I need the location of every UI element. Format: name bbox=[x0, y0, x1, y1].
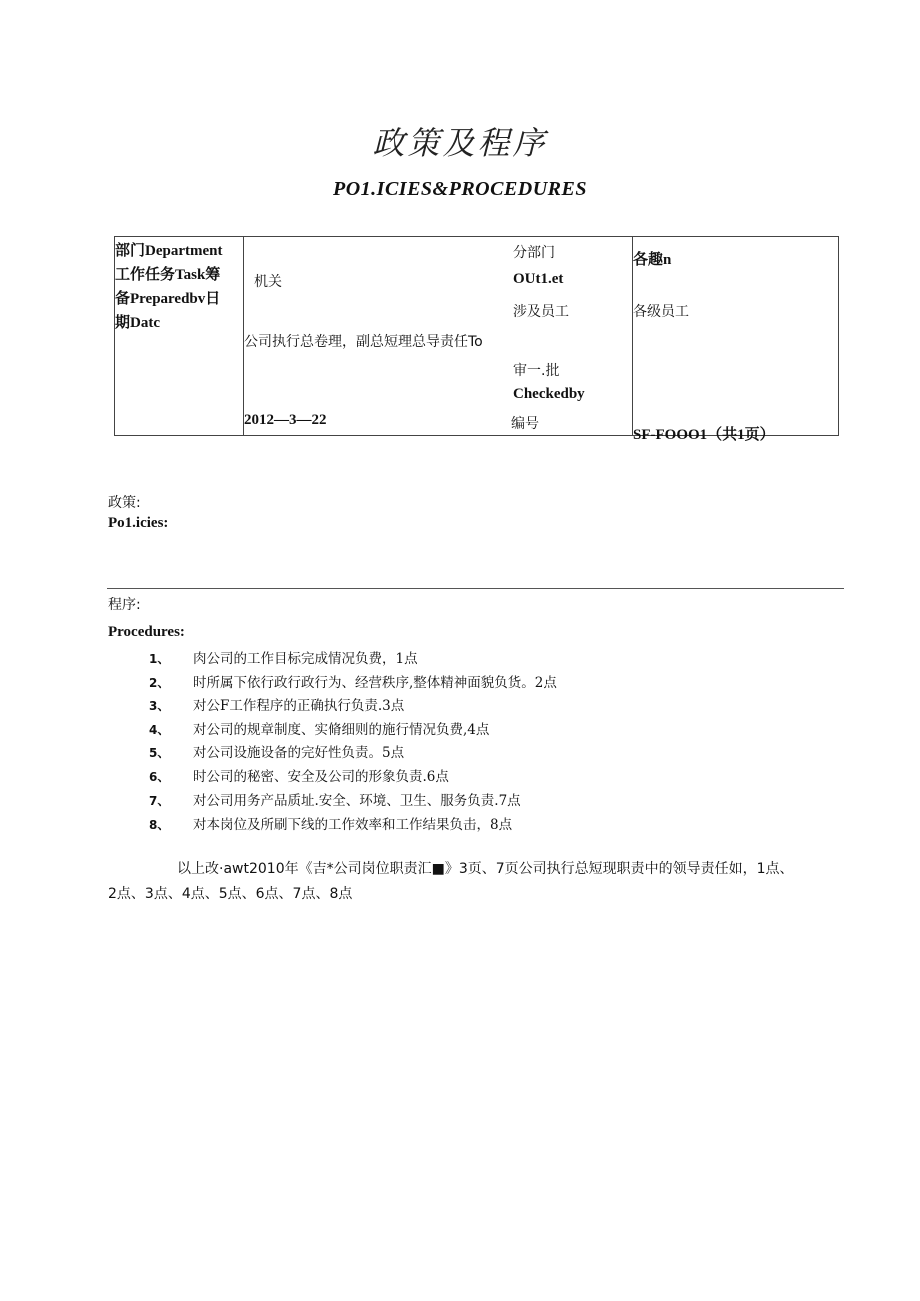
label-checked-by: Checkedby bbox=[513, 386, 585, 402]
document-number-value: SF-FOOO1（共1页） bbox=[633, 427, 775, 443]
procedure-number: 2、 bbox=[149, 676, 170, 690]
procedure-item bbox=[149, 741, 404, 761]
procedures-label-cn: 程序: bbox=[108, 597, 141, 613]
procedure-number: 3、 bbox=[149, 699, 170, 713]
department-value: 机关 bbox=[254, 274, 282, 290]
title-english: PO1.ICIES&PROCEDURES bbox=[333, 178, 587, 200]
section-divider bbox=[107, 588, 844, 589]
procedure-item bbox=[149, 671, 557, 691]
procedure-text: 对公司的规章制度、实脩细则的施行情况负费,4点 bbox=[193, 722, 490, 738]
note-line-2: 2点、3点、4点、5点、6点、7点、8点 bbox=[108, 886, 353, 902]
procedure-text: 对公F工作程序的正确执行负责.3点 bbox=[193, 698, 405, 714]
procedure-text: 时所属下依行政行政行为、经营秩序,整体精神面貌负货。2点 bbox=[193, 675, 557, 691]
date-value: 2012—3—22 bbox=[244, 412, 327, 428]
label-prepared-by: 备Preparedbv日 bbox=[115, 291, 221, 307]
procedure-number: 8、 bbox=[149, 818, 170, 832]
procedure-item bbox=[149, 694, 404, 714]
label-department: 部门Department bbox=[115, 243, 223, 259]
subdepartment-value: 各趣n bbox=[633, 252, 672, 268]
label-outlet: OUt1.et bbox=[513, 271, 564, 287]
staff-value: 各级员工 bbox=[633, 304, 689, 320]
procedure-item bbox=[149, 718, 489, 738]
procedure-item bbox=[149, 647, 418, 667]
policies-label-en: Po1.icies: bbox=[108, 515, 169, 531]
label-date: 期Datc bbox=[115, 315, 160, 331]
label-staff-involved: 涉及员工 bbox=[513, 304, 569, 320]
procedure-number: 7、 bbox=[149, 794, 170, 808]
task-value: 公司执行总卷理，副总短理总导责任To bbox=[244, 334, 483, 350]
label-subdepartment: 分部门 bbox=[513, 245, 555, 261]
procedure-text: 时公司的秘密、安全及公司的形象负责.6点 bbox=[193, 769, 449, 785]
procedure-number: 1、 bbox=[149, 652, 170, 666]
procedure-number: 4、 bbox=[149, 723, 170, 737]
procedure-item bbox=[149, 765, 449, 785]
procedure-text: 对本岗位及所刷下线的工作效率和工作结果负击，8点 bbox=[193, 817, 513, 833]
label-approval: 审一.批 bbox=[513, 363, 560, 379]
label-task: 工作任务Task筹 bbox=[115, 267, 221, 283]
procedure-number: 6、 bbox=[149, 770, 170, 784]
procedures-label-en: Procedures: bbox=[108, 624, 185, 640]
label-number: 编号 bbox=[511, 416, 539, 432]
procedure-item bbox=[149, 789, 521, 809]
procedure-text: 肉公司的工作目标完成情况负费，1点 bbox=[193, 651, 418, 667]
procedure-item bbox=[149, 813, 512, 833]
title-chinese: 政策及程序 bbox=[372, 124, 548, 162]
note-line-1: 以上改·awt2010年《吉*公司岗位职责汇■》3页、7页公司执行总短现职责中的领导责任如，1点、 bbox=[177, 861, 794, 877]
procedure-number: 5、 bbox=[149, 746, 170, 760]
policies-label-cn: 政策: bbox=[108, 495, 141, 511]
procedure-text: 对公司用务产品质址.安全、环境、卫生、服务负责.7点 bbox=[193, 793, 521, 809]
procedure-text: 对公司设施设备的完好性负责。5点 bbox=[193, 745, 405, 761]
